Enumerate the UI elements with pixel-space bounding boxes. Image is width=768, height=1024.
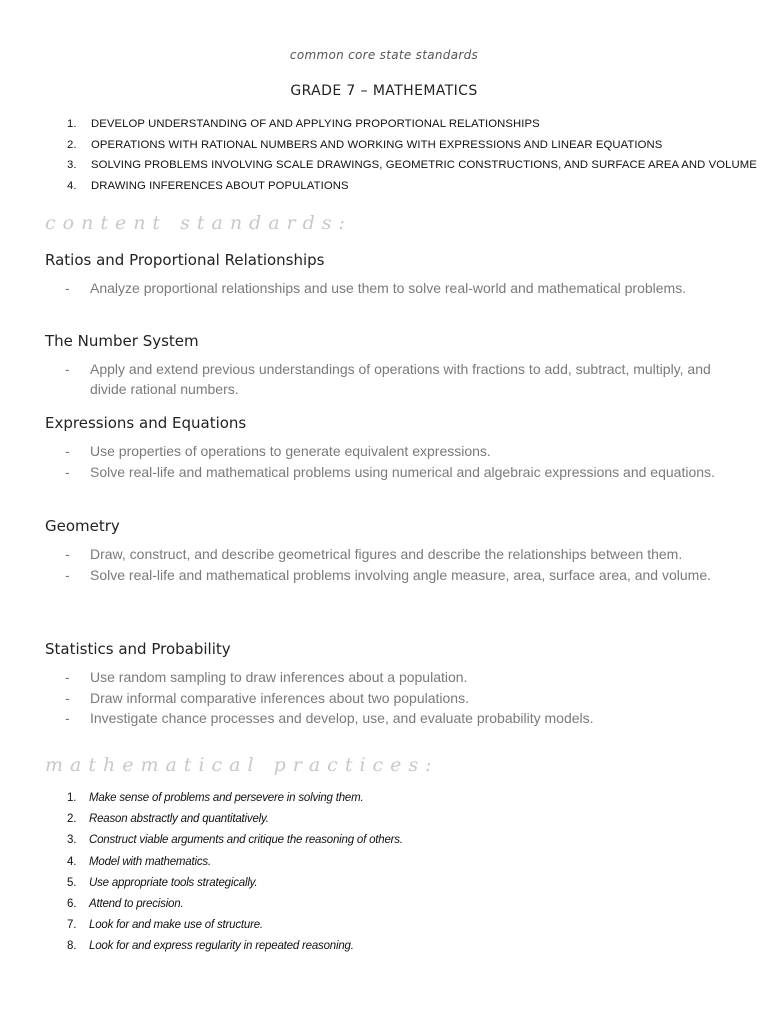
standard-item: - Solve real-life and mathematical problems using numerical and algebraic expressions and equations. <box>65 463 715 480</box>
domain-number-system <box>45 330 735 400</box>
domain-title: Statistics and Probability <box>45 640 231 658</box>
standard-item: - Solve real-life and mathematical problems involving angle measure, area, surface area, and volume. <box>65 566 711 583</box>
critical-area-text: SOLVING PROBLEMS INVOLVING SCALE DRAWINGS, GEOMETRIC CONSTRUCTIONS, AND SURFACE AREA AND VOLUME <box>91 159 757 171</box>
domain-title: Ratios and Proportional Relationships <box>45 251 325 269</box>
domain-title: The Number System <box>45 332 199 350</box>
mathematical-practices-heading: mathematical practices: <box>45 754 439 776</box>
practices-list <box>67 789 403 959</box>
practice-item: 1. Make sense of problems and persevere in solving them. <box>67 792 364 804</box>
standard-item: - Draw, construct, and describe geometrical figures and describe the relationships between them. <box>65 546 683 562</box>
practice-item: 4. Model with mathematics. <box>67 855 211 868</box>
critical-area-text: OPERATIONS WITH RATIONAL NUMBERS AND WORKING WITH EXPRESSIONS AND LINEAR EQUATIONS <box>91 138 663 151</box>
standard-item: - Draw informal comparative inferences about two populations. <box>65 689 469 706</box>
critical-areas-list <box>67 115 757 197</box>
standard-item: - Use properties of operations to generate equivalent expressions. <box>65 443 491 459</box>
domain-title: Geometry <box>45 517 120 535</box>
critical-area-text: DRAWING INFERENCES ABOUT POPULATIONS <box>91 179 349 192</box>
critical-area-item: 2. OPERATIONS WITH RATIONAL NUMBERS AND WORKING WITH EXPRESSIONS AND LINEAR EQUATIONS <box>67 138 663 151</box>
critical-area-item: 3. SOLVING PROBLEMS INVOLVING SCALE DRAWINGS, GEOMETRIC CONSTRUCTIONS, AND SURFACE AREA AND VOLUME <box>67 159 757 171</box>
critical-area-item: 4. DRAWING INFERENCES ABOUT POPULATIONS <box>67 179 349 192</box>
domain-ratios <box>45 249 735 300</box>
critical-area-item: 1. DEVELOP UNDERSTANDING OF AND APPLYING PROPORTIONAL RELATIONSHIPS <box>67 118 540 130</box>
domain-geometry <box>45 515 735 586</box>
domain-title: Expressions and Equations <box>45 414 247 432</box>
critical-area-text: DEVELOP UNDERSTANDING OF AND APPLYING PROPORTIONAL RELATIONSHIPS <box>91 118 540 130</box>
domain-statistics-probability <box>45 638 735 730</box>
standard-item: - Use random sampling to draw inferences about a population. <box>65 669 468 685</box>
domain-expressions-equations <box>45 412 735 483</box>
standard-item: - Analyze proportional relationships and use them to solve real-world and mathematical problems. <box>65 280 687 296</box>
practice-item: 5. Use appropriate tools strategically. <box>67 876 258 889</box>
practice-item: 8. Look for and express regularity in repeated reasoning. <box>67 940 354 953</box>
standard-item: - Apply and extend previous understandings of operations with fractions to add, subtract, multiply, and divide rational numbers. <box>65 361 711 397</box>
practice-item: 6. Attend to precision. <box>67 897 184 910</box>
practice-item: 7. Look for and make use of structure. <box>67 919 263 932</box>
practice-item: 2. Reason abstractly and quantitatively. <box>67 813 269 826</box>
practice-item: 3. Construct viable arguments and critique the reasoning of others. <box>67 834 403 847</box>
document-kicker: common core state standards <box>289 48 479 62</box>
document-title: GRADE 7 – MATHEMATICS <box>290 83 478 99</box>
standard-item: - Investigate chance processes and develop, use, and evaluate probability models. <box>65 710 594 726</box>
content-standards-heading: content standards: <box>45 212 352 234</box>
